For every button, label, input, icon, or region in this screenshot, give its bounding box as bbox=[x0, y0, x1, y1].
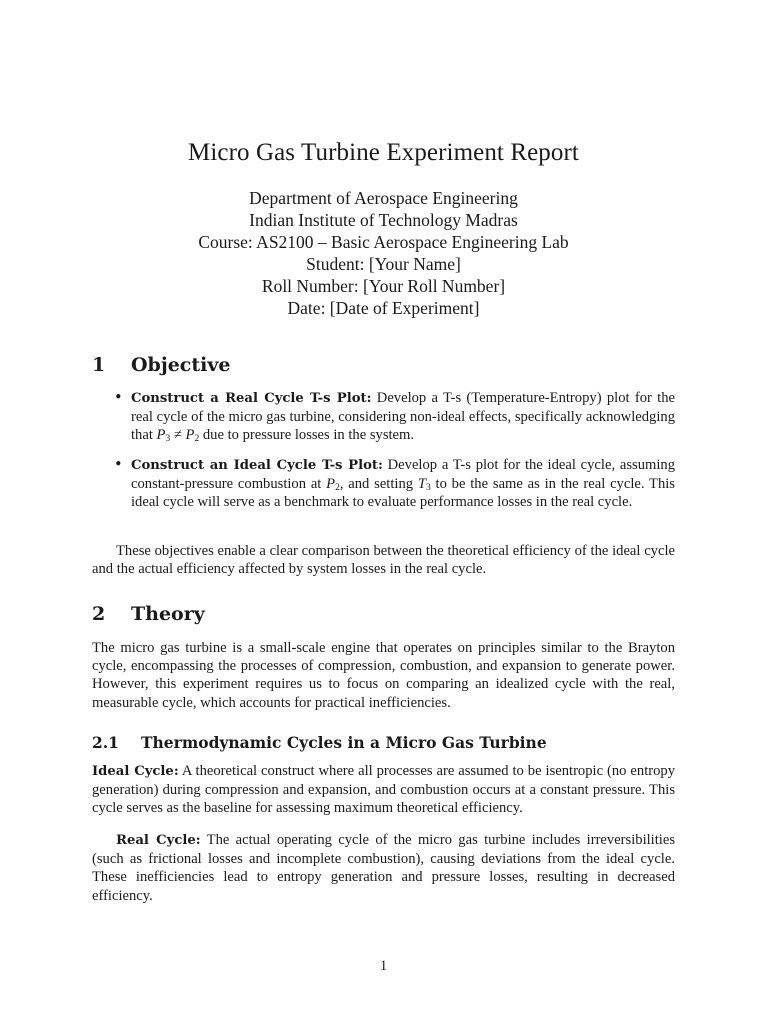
title-block bbox=[92, 187, 675, 319]
bullet-lead: Construct a Real Cycle T-s Plot: bbox=[131, 391, 372, 406]
list-item bbox=[92, 389, 675, 445]
institute-line: Indian Institute of Technology Madras bbox=[249, 210, 518, 230]
section-heading-objective bbox=[92, 353, 231, 377]
theory-paragraph: The micro gas turbine is a small-scale engine that operates on principles similar to the Brayton cycle, encompassing the processes of compression, combustion, and expansion to generate power. However, this experiment requires us to focus on comparing an idealized cycle with the real, measurable cycle, which accounts for practical inefficiencies. bbox=[92, 640, 675, 711]
list-item bbox=[92, 456, 675, 512]
objective-list bbox=[92, 389, 675, 522]
section-title: Theory bbox=[131, 603, 205, 625]
roll-number-line: Roll Number: [Your Roll Number] bbox=[261, 276, 506, 296]
subsection-title: Thermodynamic Cycles in a Micro Gas Turbine bbox=[141, 733, 547, 752]
bullet-icon: • bbox=[114, 389, 123, 406]
page-number: 1 bbox=[379, 958, 388, 974]
bullet-lead: Construct an Ideal Cycle T-s Plot: bbox=[131, 457, 383, 473]
math-symbol: P bbox=[156, 427, 166, 444]
bullet-text: due to pressure losses in the system. bbox=[199, 427, 415, 444]
bullet-text: to be the same as in the real cycle. This ideal cycle will serve as a benchmark to evaluate performance losses in the real cycle. bbox=[131, 475, 675, 511]
subsection-number: 2.1 bbox=[92, 733, 119, 752]
bullet-text: Develop a T-s plot for the ideal cycle, assuming constant-pressure combustion at bbox=[131, 456, 675, 492]
subsection-heading bbox=[92, 733, 547, 753]
bullet-icon: • bbox=[114, 455, 123, 473]
list-item-text bbox=[131, 456, 675, 512]
real-cycle-paragraph bbox=[92, 831, 675, 905]
section-number: 2 bbox=[92, 603, 106, 625]
section-number: 1 bbox=[92, 354, 106, 376]
date-line: Date: [Date of Experiment] bbox=[287, 298, 480, 318]
objective-paragraph: These objectives enable a clear comparison between the theoretical efficiency of the ideal cycle and the actual efficiency affected by system losses in the real cycle. bbox=[92, 543, 675, 578]
ideal-cycle-paragraph bbox=[92, 762, 675, 818]
section-title: Objective bbox=[131, 354, 231, 376]
math-subscript: 2 bbox=[335, 482, 340, 493]
math-symbol: P bbox=[326, 475, 336, 492]
list-item-text bbox=[131, 389, 675, 445]
paragraph-text: The actual operating cycle of the micro gas turbine includes irreversibilities (such as frictional losses and incomplete combustion), causing deviations from the ideal cycle. These inefficiencies lead to entropy generation and pressure losses, resulting in decreased efficiency. bbox=[92, 832, 676, 904]
student-line: Student: [Your Name] bbox=[306, 254, 461, 274]
course-line: Course: AS2100 – Basic Aerospace Engineering Lab bbox=[198, 232, 569, 252]
paragraph-lead: Ideal Cycle: bbox=[92, 764, 179, 779]
math-operator: ≠ bbox=[170, 427, 186, 444]
department-line: Department of Aerospace Engineering bbox=[249, 188, 518, 208]
math-symbol: T bbox=[417, 475, 426, 492]
page-title: Micro Gas Turbine Experiment Report bbox=[188, 139, 579, 166]
bullet-text: , and setting bbox=[339, 475, 418, 492]
bullet-text: Develop a T-s (Temperature-Entropy) plot for the real cycle of the micro gas turbine, considering non-ideal effects, specifically acknowledging that bbox=[131, 390, 675, 444]
document-page bbox=[92, 0, 675, 1024]
math-subscript: 3 bbox=[165, 434, 171, 445]
math-subscript: 3 bbox=[425, 482, 431, 493]
math-subscript: 2 bbox=[194, 434, 200, 445]
paragraph-lead: Real Cycle: bbox=[116, 833, 201, 848]
section-heading-theory bbox=[92, 602, 205, 626]
paragraph-text: A theoretical construct where all processes are assumed to be isentropic (no entropy generation) during compression and expansion, and combustion occurs at a constant pressure. This cycle serves as the baseline for assessing maximum theoretical efficiency. bbox=[92, 763, 675, 817]
math-symbol: P bbox=[185, 427, 195, 444]
